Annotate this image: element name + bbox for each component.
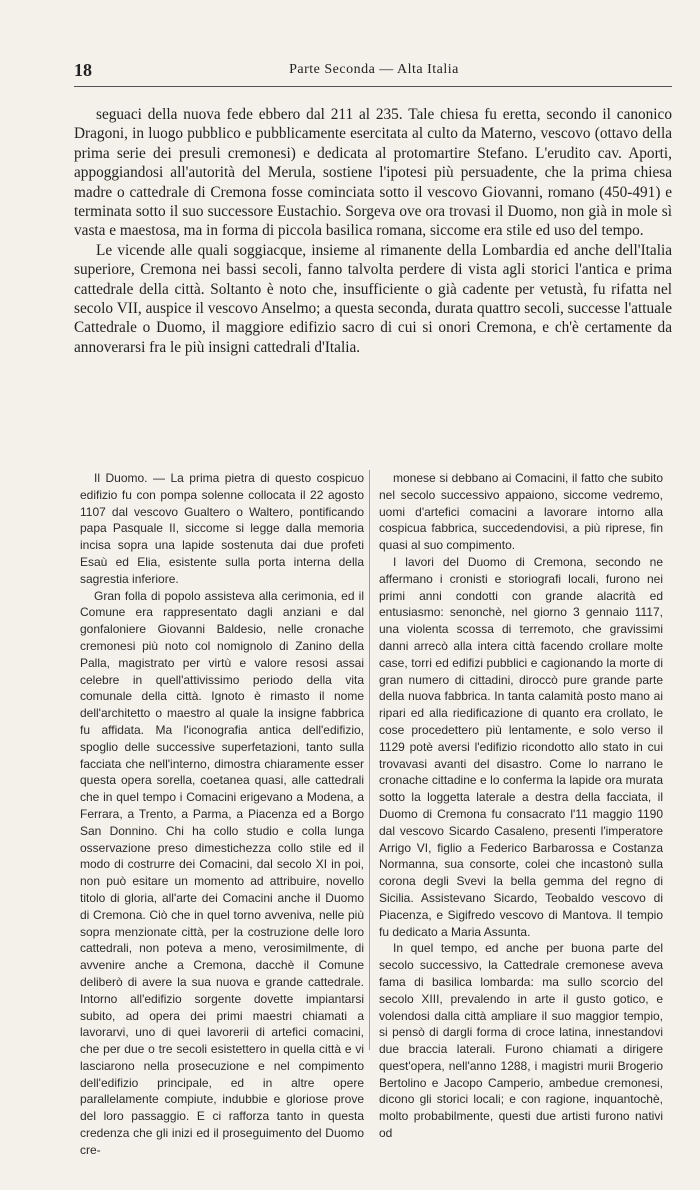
column-paragraph: I lavori del Duomo di Cremona, secondo ne affermano i cronisti e storiografi locali, furono nei primi anni condotti con grande alacrità ed entusiasmo: senonchè, nel giorno 3 gennaio 1117, una violenta scossa di terremoto, che gravissimi danni arrecò alla intera città facendo crollare molte case, torri ed edifizi pubblici e cagionando la morte di gran numero di cittadini, diroccò pure grande parte della nuova fabbrica. In tanta calamità posto mano ai ripari ed alla riedificazione di quanto era crollato, le cose procedettero più lentamente, e solo verso il 1129 potè aversi l'edifizio ricondotto allo stato in cui trovavasi avanti del disastro. Come lo narrano le cronache cittadine e lo conferma la lapide ora murata sotto la loggetta laterale a destra della facciata, il Duomo di Cremona fu consacrato l'11 maggio 1190 dal vescovo Sicardo Casaleno, presenti l'imperatore Arrigo VI, figlio a Federico Barbarossa e Costanza Normanna, sua consorte, colei che incastonò sulla corona degli Svevi la bella gemma del regno di Sicilia. Assistevano Sicardo, Teobaldo vescovo di Piacenza, e Sigifredo vescovo di Mantova. Il tempio fu dedicato a Maria Assunta. [379,554,663,939]
paragraph: Le vicende alle quali soggiacque, insieme al rimanente della Lombardia ed anche dell'Italia superiore, Cremona nei bassi secoli, fanno talvolta perdere di vista agli storici l'antica e prima cattedrale della città. Soltanto è noto che, insufficiente o già cadente per vetustà, fu rifatta nel secolo VII, auspice il vescovo Anselmo; a questa seconda, durata quattro secoli, successe l'attuale Cattedrale o Duomo, il maggiore edifizio sacro di cui si onori Cremona, e ch'è certamente da annoverarsi fra le più insigni cattedrali d'Italia. [74,241,672,356]
column-divider [369,470,370,1050]
running-title: Parte Seconda — Alta Italia [289,62,459,77]
page-number: 18 [74,60,92,80]
column-paragraph: monese si debbano ai Comacini, il fatto che subito nel secolo successivo appaiono, siccome vedremo, uomi d'artefici comacini a lavorare intorno alla cospicua fabbrica, succedendovisi, a più riprese, fin quasi al suo compimento. [379,471,663,553]
main-text [74,105,672,357]
left-column [80,470,364,1159]
two-column-text [74,470,672,1157]
column-paragraph: In quel tempo, ed anche per buona parte del secolo successivo, la Cattedrale cremonese aveva fama di basilica lombarda: ma sullo scorcio del secolo XIII, prevalendo in arte il gusto gotico, e volendosi dalla città ampliare il suo maggior tempio, si pensò di dargli forma di croce latina, innestandovi due braccia laterali. Furono chiamati a dirigere quest'opera, nell'anno 1288, i magistri murii Brogerio Bertolino e Jacopo Camperio, ambedue cremonesi, dicono gli storici locali; e con ragione, inquantochè, molto probabilmente, questi due artisti furono nativi od [379,941,663,1141]
right-column [379,470,663,1142]
page-header [74,60,674,84]
column-paragraph: Il Duomo. — La prima pietra di questo cospicuo edifizio fu con pompa solenne collocata il 22 agosto 1107 dal vescovo Gualtero o Waltero, pontificando papa Pasquale II, siccome si legge dalla memoria incisa sopra una lapide sostenuta dai due profeti Esaù ed Elia, esistente sulla porta interna della sagrestia inferiore. [80,471,364,586]
column-paragraph: Gran folla di popolo assisteva alla cerimonia, ed il Comune era rappresentato dagli anziani e dal gonfaloniere Giovanni Baldesio, nelle cronache cremonesi più noto col nomignolo di Zanino della Palla, magistrato per virtù e valore resosi assai celebre in quell'attivissimo periodo della vita comunale della città. Ignoto è rimasto il nome dell'architetto o maestro al quale la insigne fabbrica fu affidata. Ma l'iconografia antica dell'edifizio, spoglio delle successive superfetazioni, tanto sulla facciata che nell'interno, dimostra chiaramente esser questa opera sorella, coetanea quasi, alle cattedrali che in quel tempo i Comacini erigevano a Modena, a Ferrara, a Trento, a Parma, a Piacenza ed a Borgo San Donnino. Chi ha collo studio e colla lunga osservazione preso dimestichezza collo stile ed il modo di costrurre dei Comacini, dal secolo XI in poi, non può esitare un momento ad attribuire, novello titolo di gloria, all'arte dei Comacini anche il Duomo di Cremona. Ciò che in quel torno avveniva, nelle più sopra menzionate città, per la costruzione delle loro cattedrali, non poteva a meno, verosimilmente, di avvenire anche a Cremona, dacchè il Comune deliberò di avere la sua nuova e grande cattedrale. Intorno all'edifizio sorgente dovette impiantarsi subito, ad opera dei primi maestri chiamati a lavorarvi, uno di quei lavorerii di artefici comacini, che per due o tre secoli esistettero in quella città e vi lasciarono nella prosecuzione e nel compimento dell'edifizio principale, ed in altre opere parallelamente compiute, indubbie e gloriose prove del loro passaggio. E ci rafforza tanto in questa credenza che gli inizi ed il proseguimento del Duomo cre- [80,588,364,1157]
header-rule [74,86,672,87]
paragraph: seguaci della nuova fede ebbero dal 211 al 235. Tale chiesa fu eretta, secondo il canonico Dragoni, in luogo pubblico e pubblicamente esercitata al culto da Materno, vescovo (ottavo della prima serie dei presuli cremonesi) e dedicata al protomartire Stefano. L'erudito cav. Aporti, appoggiandosi all'autorità del Merula, sostiene l'ipotesi più persuadente, che la prima chiesa madre o cattedrale di Cremona fosse cominciata sotto il vescovo Giovanni, romano (450-491) e terminata sotto il suo successore Eustachio. Sorgeva ove ora trovasi il Duomo, non già in mole sì vasta e maestosa, ma in forma di piccola basilica romana, siccome era stile ed uso del tempo. [74,106,672,240]
